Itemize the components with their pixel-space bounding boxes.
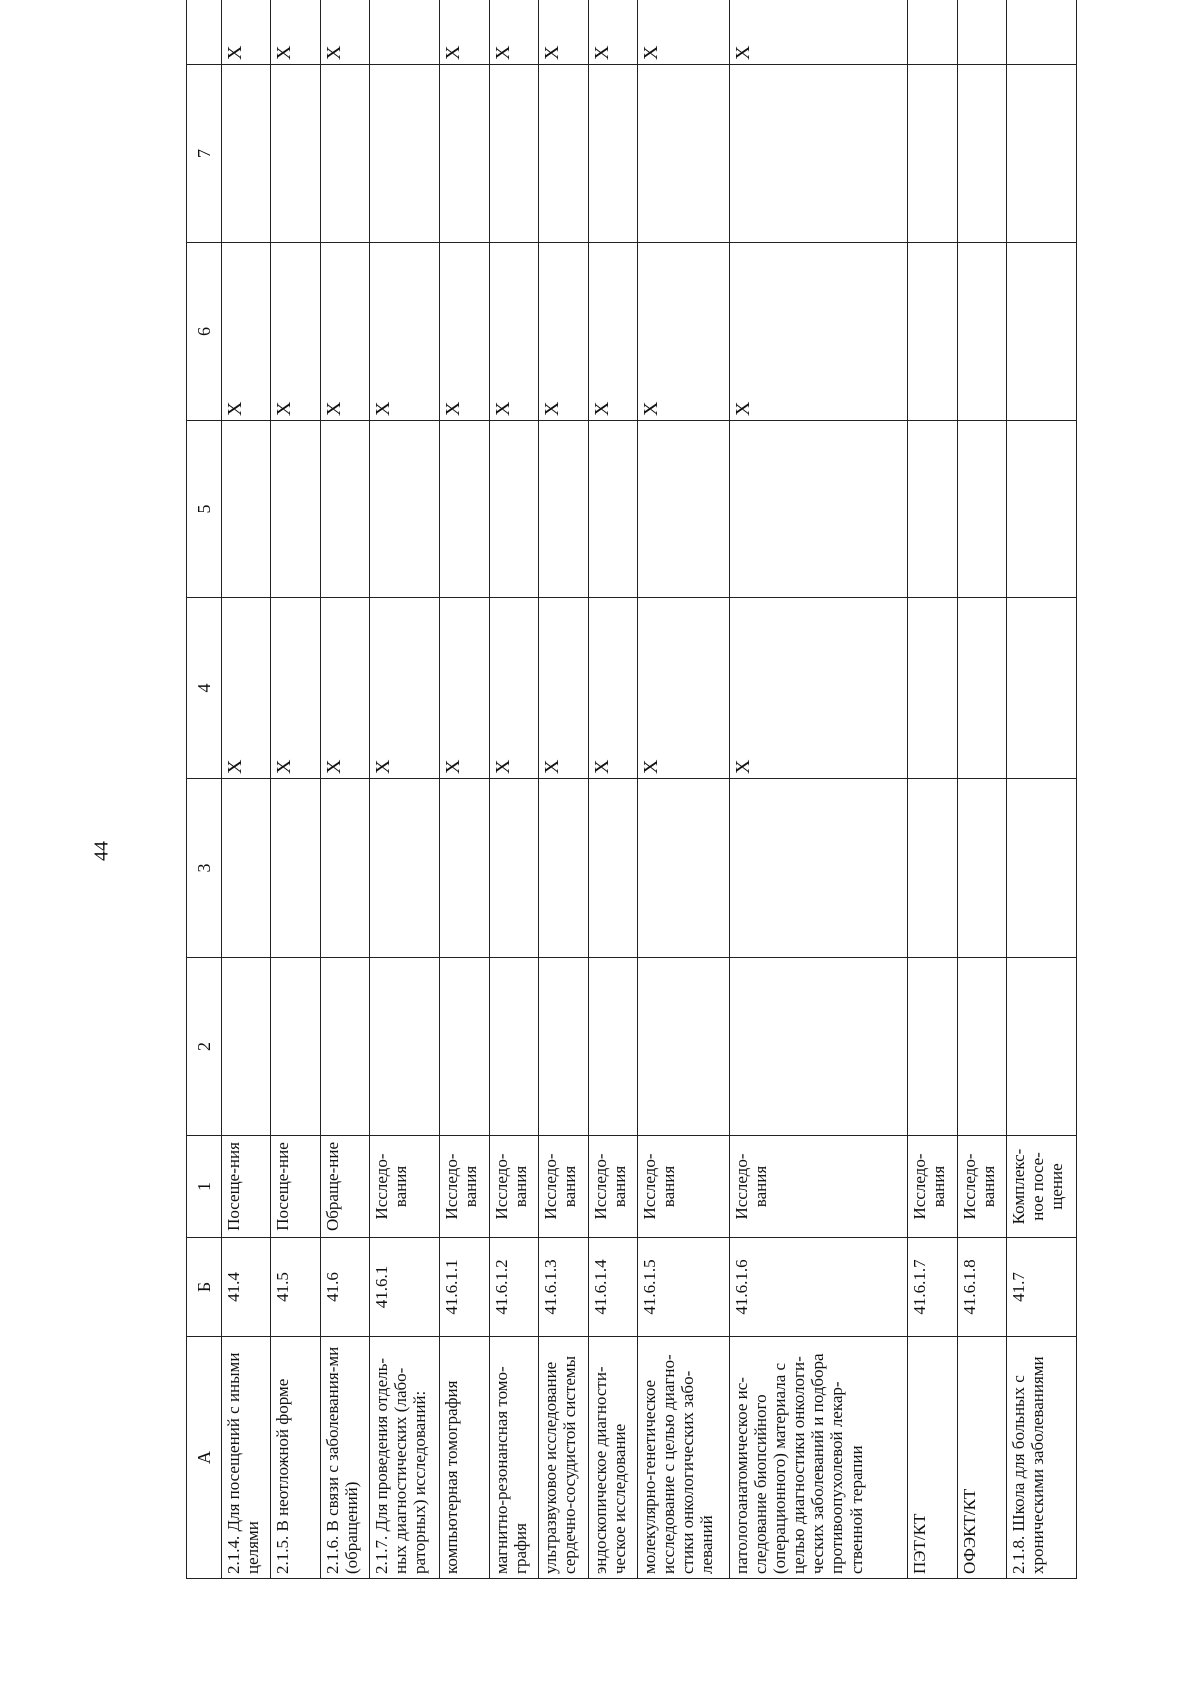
rotated-table-container xyxy=(186,45,1077,1579)
row-label-cell: 2.1.6. В связи с заболевания-ми (обращений) xyxy=(320,1337,369,1579)
column-8-cell xyxy=(1007,0,1077,65)
column-2-cell xyxy=(271,958,320,1136)
row-code-cell: 41.7 xyxy=(1007,1238,1077,1337)
header-cell-1: 1 xyxy=(187,1136,222,1238)
row-code-cell: 41.6.1.5 xyxy=(638,1238,730,1337)
row-label-cell: патологоанатомическое ис-следование биопсийного (операционного) материала с целью диагностики онкологи-ческих заболеваний и подбора противоопухолевой лекар-ственной терапии xyxy=(730,1337,908,1579)
header-cell-4: 4 xyxy=(187,598,222,779)
column-3-cell xyxy=(638,779,730,958)
header-cell-b: Б xyxy=(187,1238,222,1337)
row-unit-cell: Посеще-ние xyxy=(271,1136,320,1238)
row-unit-cell: Комплекс-ное посе-щение xyxy=(1007,1136,1077,1238)
table-row xyxy=(588,0,637,1579)
page-number: 44 xyxy=(90,841,113,861)
row-label-cell: молекулярно-генетическое исследование с целью диагно-стики онкологических забо-леваний xyxy=(638,1337,730,1579)
row-code-cell: 41.5 xyxy=(271,1238,320,1337)
column-4-cell xyxy=(1007,598,1077,779)
row-unit-cell: Исследо-вания xyxy=(638,1136,730,1238)
column-6-cell: X xyxy=(440,243,489,421)
column-7-cell xyxy=(440,65,489,243)
column-7-cell xyxy=(320,65,369,243)
column-5-cell xyxy=(370,421,440,598)
column-2-cell xyxy=(957,958,1006,1136)
header-cell-3: 3 xyxy=(187,779,222,958)
row-label-cell: 2.1.7. Для проведения отдель-ных диагностических (лабо-раторных) исследований: xyxy=(370,1337,440,1579)
column-5-cell xyxy=(1007,421,1077,598)
column-3-cell xyxy=(370,779,440,958)
column-6-cell: X xyxy=(221,243,270,421)
row-code-cell: 41.6 xyxy=(320,1238,369,1337)
row-label-cell: 2.1.4. Для посещений с иными целями xyxy=(221,1337,270,1579)
column-7-cell xyxy=(539,65,588,243)
column-7-cell xyxy=(730,65,908,243)
column-5-cell xyxy=(440,421,489,598)
column-4-cell: X xyxy=(221,598,270,779)
column-7-cell xyxy=(638,65,730,243)
column-5-cell xyxy=(489,421,538,598)
column-3-cell xyxy=(588,779,637,958)
row-unit-cell: Исследо-вания xyxy=(489,1136,538,1238)
header-cell-a: А xyxy=(187,1337,222,1579)
row-label-cell: эндоскопическое диагности-ческое исследование xyxy=(588,1337,637,1579)
column-6-cell: X xyxy=(370,243,440,421)
column-6-cell: X xyxy=(271,243,320,421)
row-label-cell: 2.1.5. В неотложной форме xyxy=(271,1337,320,1579)
table-row xyxy=(271,0,320,1579)
column-2-cell xyxy=(320,958,369,1136)
table-row xyxy=(730,0,908,1579)
column-6-cell: X xyxy=(320,243,369,421)
row-code-cell: 41.6.1.6 xyxy=(730,1238,908,1337)
column-4-cell: X xyxy=(588,598,637,779)
row-unit-cell: Исследо-вания xyxy=(440,1136,489,1238)
row-unit-cell: Посеще-ния xyxy=(221,1136,270,1238)
header-row xyxy=(187,0,222,1579)
table-row xyxy=(489,0,538,1579)
column-8-cell: X xyxy=(320,0,369,65)
row-code-cell: 41.6.1 xyxy=(370,1238,440,1337)
column-5-cell xyxy=(271,421,320,598)
column-8-cell: X xyxy=(588,0,637,65)
row-label-cell: 2.1.8. Школа для больных с хроническими заболеваниями xyxy=(1007,1337,1077,1579)
row-unit-cell: Исследо-вания xyxy=(908,1136,957,1238)
column-8-cell xyxy=(908,0,957,65)
row-unit-cell: Исследо-вания xyxy=(539,1136,588,1238)
table-row xyxy=(320,0,369,1579)
row-unit-cell: Исследо-вания xyxy=(730,1136,908,1238)
row-code-cell: 41.6.1.4 xyxy=(588,1238,637,1337)
table-row xyxy=(221,0,270,1579)
column-4-cell: X xyxy=(489,598,538,779)
data-table xyxy=(186,0,1077,1579)
column-3-cell xyxy=(221,779,270,958)
column-8-cell: X xyxy=(730,0,908,65)
row-label-cell: ОФЭКТ/КТ xyxy=(957,1337,1006,1579)
header-cell-2: 2 xyxy=(187,958,222,1136)
column-3-cell xyxy=(539,779,588,958)
column-2-cell xyxy=(440,958,489,1136)
column-6-cell: X xyxy=(588,243,637,421)
table-row xyxy=(957,0,1006,1579)
column-2-cell xyxy=(221,958,270,1136)
column-6-cell: X xyxy=(539,243,588,421)
row-label-cell: ультразвуковое исследование сердечно-сосудистой системы xyxy=(539,1337,588,1579)
column-4-cell: X xyxy=(539,598,588,779)
column-2-cell xyxy=(539,958,588,1136)
row-code-cell: 41.6.1.2 xyxy=(489,1238,538,1337)
column-2-cell xyxy=(588,958,637,1136)
header-cell-5: 5 xyxy=(187,421,222,598)
table-row xyxy=(1007,0,1077,1579)
column-3-cell xyxy=(957,779,1006,958)
column-4-cell xyxy=(908,598,957,779)
column-5-cell xyxy=(539,421,588,598)
column-4-cell: X xyxy=(370,598,440,779)
column-2-cell xyxy=(1007,958,1077,1136)
row-unit-cell: Исследо-вания xyxy=(957,1136,1006,1238)
column-2-cell xyxy=(908,958,957,1136)
column-2-cell xyxy=(489,958,538,1136)
header-cell-7: 7 xyxy=(187,65,222,243)
column-6-cell xyxy=(957,243,1006,421)
column-7-cell xyxy=(370,65,440,243)
column-4-cell: X xyxy=(730,598,908,779)
row-unit-cell: Обраще-ние xyxy=(320,1136,369,1238)
header-cell-8 xyxy=(187,0,222,65)
row-unit-cell: Исследо-вания xyxy=(588,1136,637,1238)
column-3-cell xyxy=(271,779,320,958)
column-3-cell xyxy=(320,779,369,958)
column-4-cell: X xyxy=(271,598,320,779)
column-5-cell xyxy=(730,421,908,598)
column-6-cell xyxy=(1007,243,1077,421)
column-3-cell xyxy=(908,779,957,958)
column-8-cell: X xyxy=(539,0,588,65)
row-code-cell: 41.6.1.8 xyxy=(957,1238,1006,1337)
row-label-cell: ПЭТ/КТ xyxy=(908,1337,957,1579)
table-row xyxy=(370,0,440,1579)
column-6-cell: X xyxy=(730,243,908,421)
column-8-cell xyxy=(957,0,1006,65)
column-5-cell xyxy=(320,421,369,598)
row-unit-cell: Исследо-вания xyxy=(370,1136,440,1238)
row-code-cell: 41.6.1.7 xyxy=(908,1238,957,1337)
column-7-cell xyxy=(957,65,1006,243)
table-body xyxy=(221,0,1076,1579)
column-5-cell xyxy=(638,421,730,598)
column-8-cell: X xyxy=(271,0,320,65)
row-label-cell: магнитно-резонансная томо-графия xyxy=(489,1337,538,1579)
column-3-cell xyxy=(730,779,908,958)
column-2-cell xyxy=(370,958,440,1136)
column-6-cell xyxy=(908,243,957,421)
column-5-cell xyxy=(908,421,957,598)
column-4-cell: X xyxy=(320,598,369,779)
column-8-cell: X xyxy=(489,0,538,65)
row-code-cell: 41.6.1.1 xyxy=(440,1238,489,1337)
table-row xyxy=(539,0,588,1579)
column-2-cell xyxy=(730,958,908,1136)
column-4-cell: X xyxy=(440,598,489,779)
column-5-cell xyxy=(957,421,1006,598)
table-row xyxy=(440,0,489,1579)
header-cell-6: 6 xyxy=(187,243,222,421)
column-7-cell xyxy=(1007,65,1077,243)
column-7-cell xyxy=(221,65,270,243)
column-5-cell xyxy=(588,421,637,598)
column-6-cell: X xyxy=(489,243,538,421)
row-label-cell: компьютерная томография xyxy=(440,1337,489,1579)
table-row xyxy=(908,0,957,1579)
column-7-cell xyxy=(588,65,637,243)
column-7-cell xyxy=(271,65,320,243)
column-3-cell xyxy=(440,779,489,958)
column-5-cell xyxy=(221,421,270,598)
column-3-cell xyxy=(1007,779,1077,958)
column-8-cell xyxy=(370,0,440,65)
table-row xyxy=(638,0,730,1579)
column-8-cell: X xyxy=(638,0,730,65)
column-8-cell: X xyxy=(221,0,270,65)
column-7-cell xyxy=(489,65,538,243)
column-2-cell xyxy=(638,958,730,1136)
column-4-cell: X xyxy=(638,598,730,779)
column-7-cell xyxy=(908,65,957,243)
column-4-cell xyxy=(957,598,1006,779)
column-6-cell: X xyxy=(638,243,730,421)
row-code-cell: 41.6.1.3 xyxy=(539,1238,588,1337)
column-8-cell: X xyxy=(440,0,489,65)
row-code-cell: 41.4 xyxy=(221,1238,270,1337)
column-3-cell xyxy=(489,779,538,958)
